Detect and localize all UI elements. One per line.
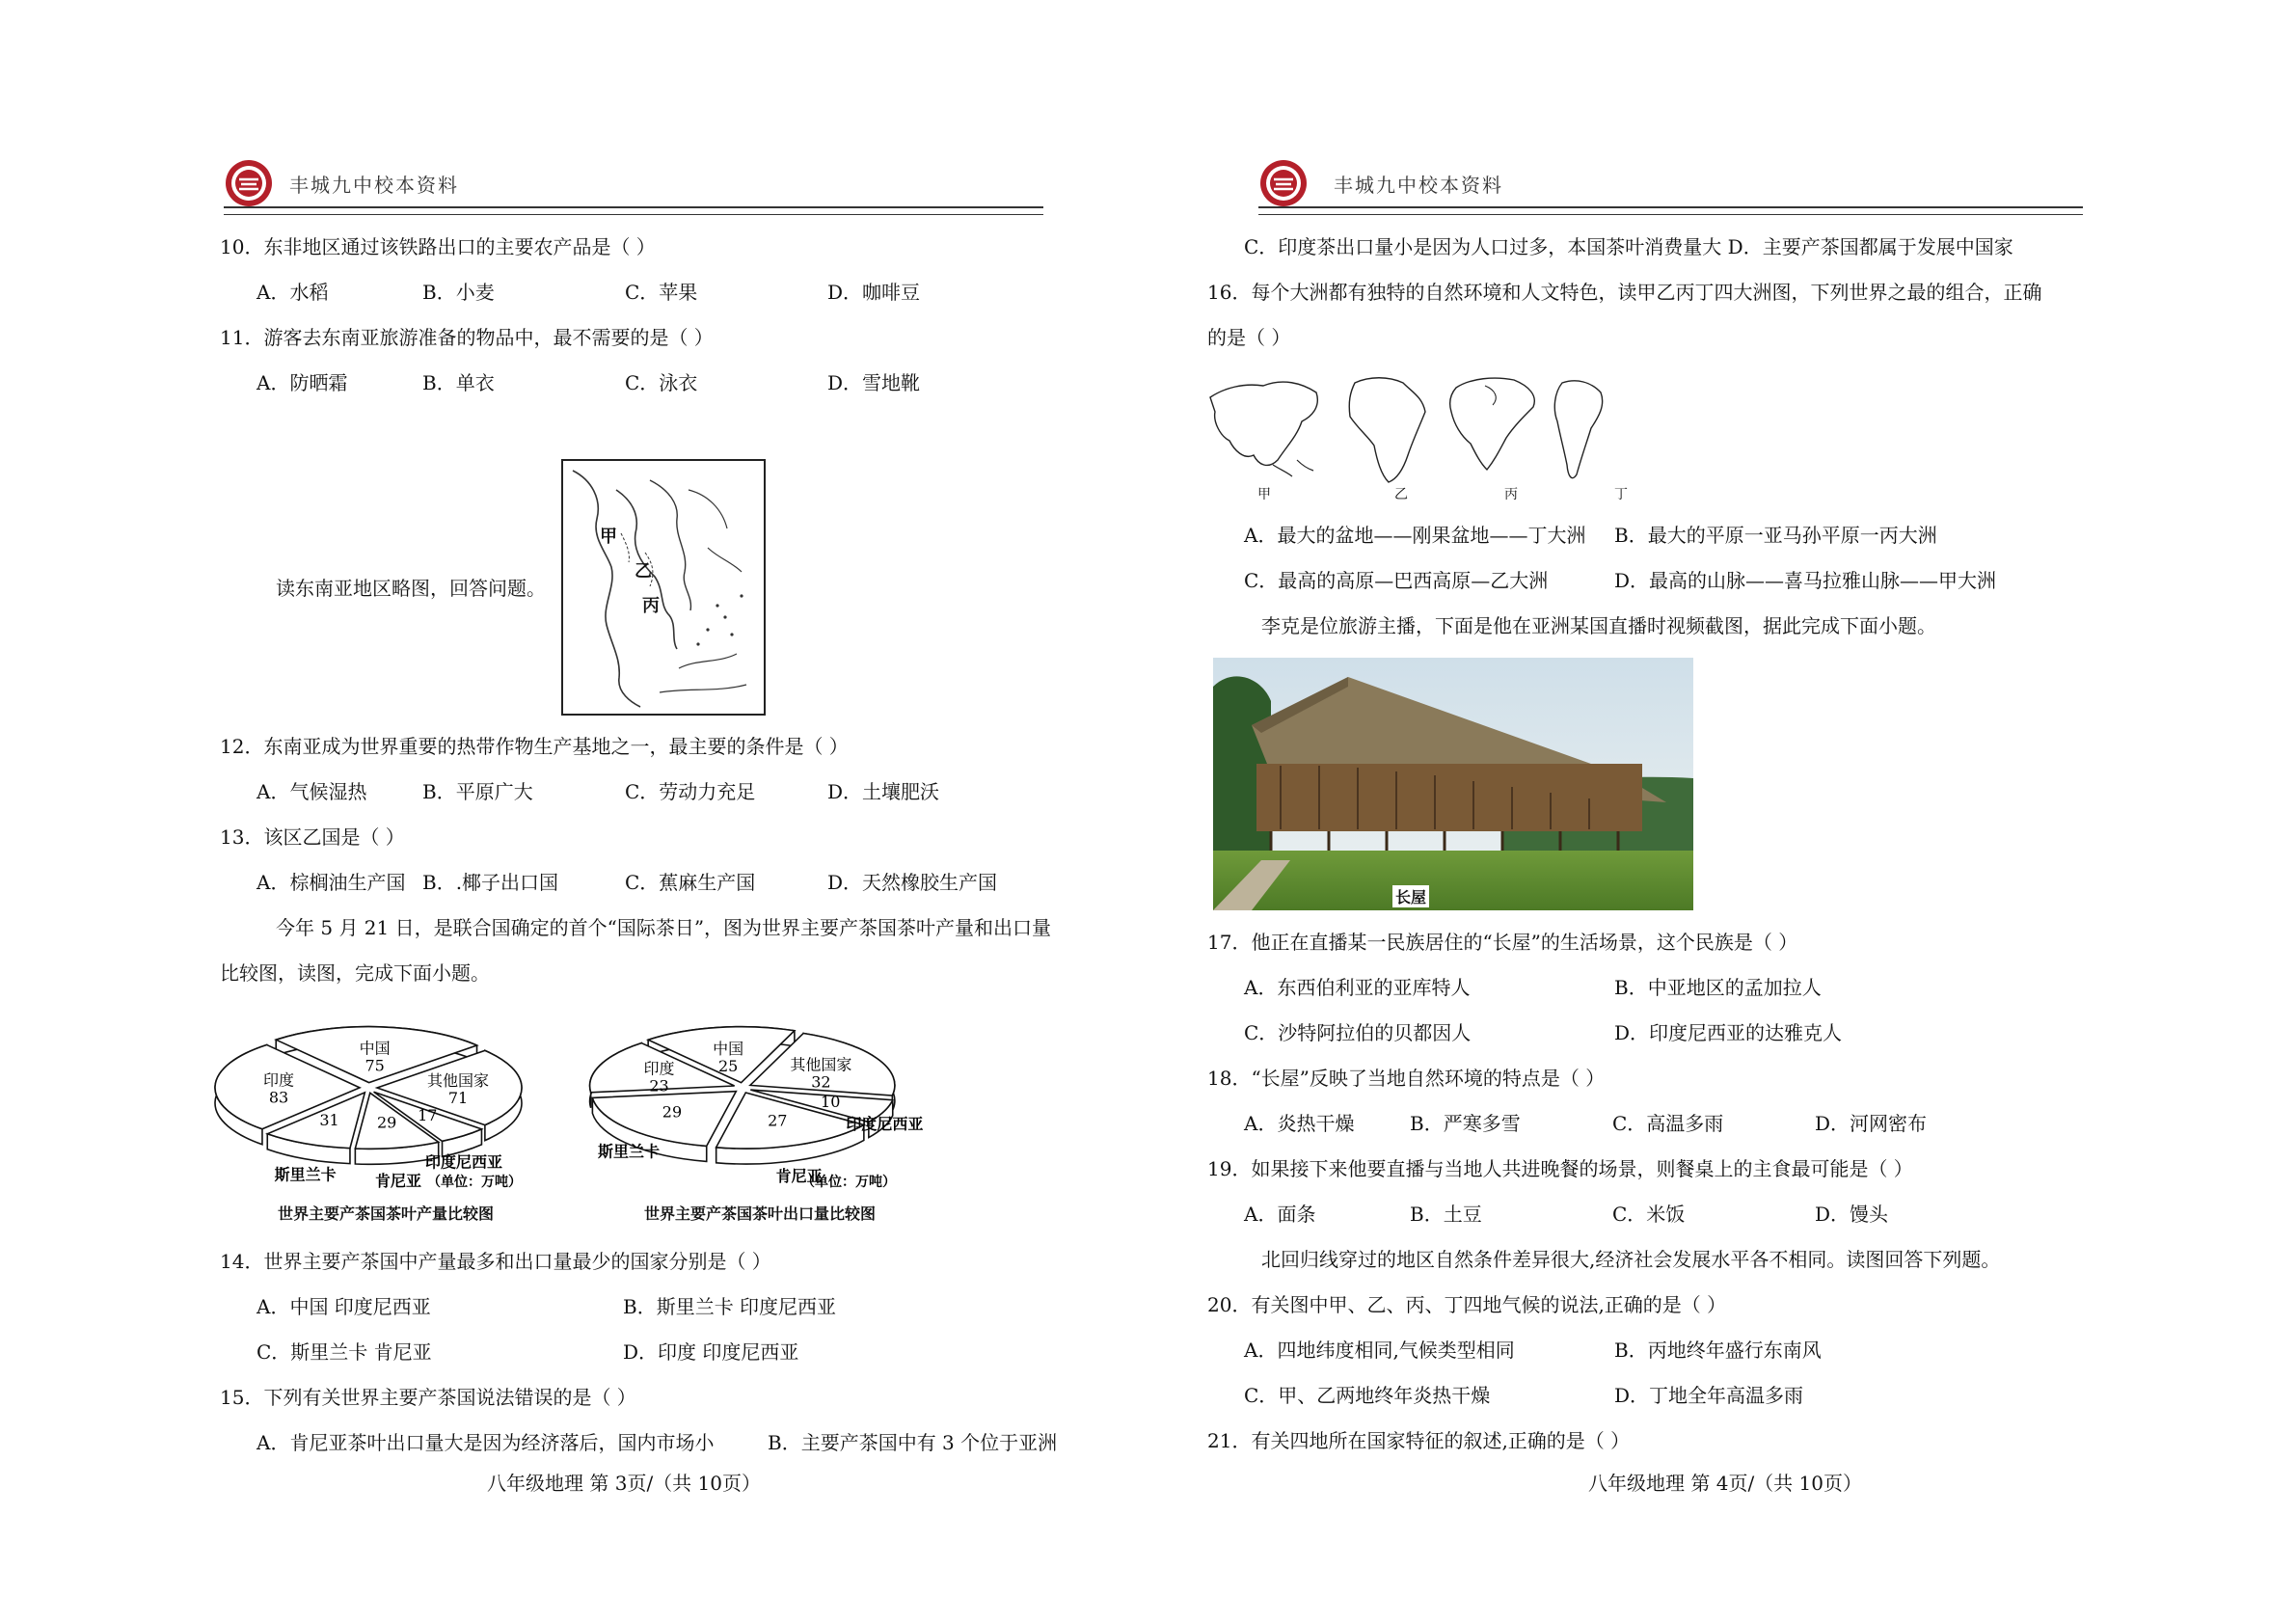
continent-label-bing: 丙 bbox=[1504, 487, 1518, 502]
q14-option-c: C．斯里兰卡 肯尼亚 bbox=[257, 1340, 432, 1364]
q19-stem: 19．如果接下来他要直播与当地人共进晚餐的场景，则餐桌上的主食最可能是（ ） bbox=[1207, 1157, 1913, 1180]
pie-value-1-3: 17 bbox=[418, 1106, 438, 1125]
q13-option-a: A．棕榈油生产国 bbox=[257, 871, 406, 894]
africa-outline-icon bbox=[1349, 378, 1425, 482]
q10-option-c: C．苹果 bbox=[625, 281, 698, 304]
q19-option-b: B．土豆 bbox=[1410, 1203, 1482, 1226]
north-america-outline-icon bbox=[1450, 378, 1535, 470]
q16-option-b: B．最大的平原一亚马孙平原一丙大洲 bbox=[1614, 524, 1937, 547]
southeast-asia-map bbox=[561, 459, 766, 716]
q20-option-c: C．甲、乙两地终年炎热干燥 bbox=[1244, 1384, 1491, 1407]
q20-option-d: D．丁地全年高温多雨 bbox=[1614, 1384, 1804, 1407]
left-page-footer: 八年级地理 第 3页/（共 10页） bbox=[487, 1472, 761, 1495]
q12-option-a: A．气候湿热 bbox=[257, 780, 367, 803]
map-label-yi: 乙 bbox=[635, 561, 652, 582]
pie-value-2-3: 10 bbox=[821, 1092, 841, 1111]
q10-option-d: D．咖啡豆 bbox=[827, 281, 921, 304]
continent-label-jia: 甲 bbox=[1257, 487, 1271, 502]
header-rule bbox=[224, 206, 1043, 208]
header-rule-thin bbox=[224, 214, 1043, 215]
header-school-name: 丰城九中校本资料 bbox=[1334, 174, 1503, 197]
pie-value-2-5: 29 bbox=[662, 1102, 683, 1122]
q17-option-d: D．印度尼西亚的达雅克人 bbox=[1614, 1021, 1843, 1044]
pie-label-2-5: 斯里兰卡 bbox=[597, 1142, 660, 1161]
q16-stem-line1: 16．每个大洲都有独特的自然环境和人文特色，读甲乙丙丁四大洲图，下列世界之最的组合，正确 bbox=[1207, 281, 2042, 304]
school-logo-icon bbox=[224, 158, 274, 208]
q17-stem: 17．他正在直播某一民族居住的“长屋”的生活场景，这个民族是（ ） bbox=[1207, 931, 1798, 954]
q13-option-c: C．蕉麻生产国 bbox=[625, 871, 756, 894]
q18-stem: 18．“长屋”反映了当地自然环境的特点是（ ） bbox=[1207, 1067, 1606, 1090]
pie-label-1-5: 斯里兰卡 bbox=[274, 1165, 337, 1184]
q17-option-b: B．中亚地区的孟加拉人 bbox=[1614, 976, 1822, 999]
map-outline-icon bbox=[563, 461, 764, 714]
q14-option-a: A．中国 印度尼西亚 bbox=[257, 1295, 431, 1318]
q10-option-a: A．水稻 bbox=[257, 281, 329, 304]
right-page-footer: 八年级地理 第 4页/（共 10页） bbox=[1588, 1472, 1862, 1495]
q20-option-b: B．丙地终年盛行东南风 bbox=[1614, 1339, 1822, 1362]
school-logo-icon bbox=[1258, 158, 1309, 208]
q12-option-d: D．土壤肥沃 bbox=[827, 780, 940, 803]
q21-stem: 21．有关四地所在国家特征的叙述,正确的是（ ） bbox=[1207, 1429, 1631, 1452]
q14-option-b: B．斯里兰卡 印度尼西亚 bbox=[623, 1295, 837, 1318]
pie-unit-1: （单位：万吨） bbox=[427, 1175, 522, 1190]
pie-value-2-2: 32 bbox=[811, 1072, 831, 1092]
q20-stem: 20．有关图中甲、乙、丙、丁四地气候的说法,正确的是（ ） bbox=[1207, 1293, 1727, 1316]
pie-label-1-1: 中国 bbox=[359, 1039, 391, 1058]
q11-option-d: D．雪地靴 bbox=[827, 371, 921, 394]
pie-label-1-2: 其他国家 bbox=[426, 1071, 490, 1090]
q13-stem: 13．该区乙国是（ ） bbox=[220, 825, 405, 849]
pie-chart-1 bbox=[215, 1027, 522, 1190]
q16-option-a: A．最大的盆地——刚果盆地——丁大洲 bbox=[1244, 524, 1586, 547]
q11-stem: 11．游客去东南亚旅游准备的物品中，最不需要的是（ ） bbox=[220, 326, 714, 349]
pie-label-2-2: 其他国家 bbox=[790, 1055, 852, 1074]
q20-option-a: A．四地纬度相同,气候类型相同 bbox=[1244, 1339, 1515, 1362]
pie-label-1-6: 印度 bbox=[263, 1070, 295, 1090]
q11-option-a: A．防晒霜 bbox=[257, 371, 348, 394]
tea-pie-charts bbox=[214, 1003, 966, 1205]
q15-option-a: A．肯尼亚茶叶出口量大是因为经济落后，国内市场小 bbox=[257, 1431, 715, 1454]
header-rule bbox=[1258, 206, 2083, 208]
q12-option-b: B．平原广大 bbox=[422, 780, 533, 803]
pie-value-2-6: 23 bbox=[649, 1076, 669, 1096]
map-label-bing: 丙 bbox=[642, 596, 660, 616]
q11-option-c: C．泳衣 bbox=[625, 371, 698, 394]
q16-stem-line2: 的是（ ） bbox=[1207, 326, 1291, 349]
pie-chart-2 bbox=[590, 1027, 924, 1190]
map-label-jia: 甲 bbox=[600, 527, 617, 547]
continent-label-yi: 乙 bbox=[1394, 487, 1408, 502]
continent-label-ding: 丁 bbox=[1614, 487, 1628, 502]
q15-option-cd: C．印度茶出口量小是因为人口过多，本国茶叶消费量大 D．主要产茶国都属于发展中国家 bbox=[1244, 235, 2013, 258]
continent-outlines bbox=[1205, 368, 1610, 494]
q15-option-b: B．主要产茶国中有 3 个位于亚洲 bbox=[768, 1431, 1058, 1454]
q16-option-c: C．最高的高原—巴西高原—乙大洲 bbox=[1244, 569, 1549, 592]
pie-value-2-1: 25 bbox=[717, 1056, 739, 1075]
pie-value-1-5: 31 bbox=[319, 1110, 339, 1129]
q14-option-d: D．印度 印度尼西亚 bbox=[623, 1340, 799, 1364]
right-page bbox=[1148, 0, 2295, 1623]
pie-value-1-2: 71 bbox=[447, 1089, 469, 1107]
q19-option-c: C．米饭 bbox=[1612, 1203, 1686, 1226]
pie-unit-2: （单位：万吨） bbox=[801, 1175, 896, 1190]
map-intro: 读东南亚地区略图，回答问题。 bbox=[276, 577, 546, 600]
q18-option-d: D．河网密布 bbox=[1815, 1112, 1928, 1135]
tropic-intro: 北回归线穿过的地区自然条件差异很大,经济社会发展水平各不相同。读图回答下列题。 bbox=[1261, 1248, 2001, 1271]
pie-value-1-6: 83 bbox=[268, 1088, 289, 1107]
asia-outline-icon bbox=[1210, 382, 1317, 465]
q10-stem: 10．东非地区通过该铁路出口的主要农产品是（ ） bbox=[220, 235, 656, 258]
q17-option-a: A．东西伯利亚的亚库特人 bbox=[1244, 976, 1471, 999]
q19-option-d: D．馒头 bbox=[1815, 1203, 1889, 1226]
pie-2-caption: 世界主要产茶国茶叶出口量比较图 bbox=[644, 1204, 877, 1223]
pie-label-2-3: 印度尼西亚 bbox=[846, 1114, 924, 1133]
longhouse-photo bbox=[1213, 658, 1693, 910]
q10-option-b: B．小麦 bbox=[422, 281, 495, 304]
pie-label-2-6: 印度 bbox=[643, 1059, 675, 1078]
pie-1-caption: 世界主要产茶国茶叶产量比较图 bbox=[278, 1204, 495, 1223]
q15-stem: 15．下列有关世界主要产茶国说法错误的是（ ） bbox=[220, 1386, 636, 1409]
q19-option-a: A．面条 bbox=[1244, 1203, 1316, 1226]
pie-value-1-1: 75 bbox=[365, 1056, 385, 1075]
q12-stem: 12．东南亚成为世界重要的热带作物生产基地之一，最主要的条件是（ ） bbox=[220, 735, 849, 758]
q18-option-c: C．高温多雨 bbox=[1612, 1112, 1724, 1135]
q11-option-b: B．单衣 bbox=[422, 371, 495, 394]
pie-label-1-4: 肯尼亚 bbox=[375, 1172, 422, 1191]
pie-value-2-4: 27 bbox=[768, 1111, 788, 1130]
pie-value-1-4: 29 bbox=[377, 1113, 397, 1132]
q14-stem: 14．世界主要产茶国中产量最多和出口量最少的国家分别是（ ） bbox=[220, 1250, 771, 1273]
tea-intro-line1: 今年 5 月 21 日，是联合国确定的首个“国际茶日”，图为世界主要产茶国茶叶产量和出口量 bbox=[276, 916, 1052, 939]
q12-option-c: C．劳动力充足 bbox=[625, 780, 756, 803]
q13-option-b: B．.椰子出口国 bbox=[422, 871, 559, 894]
q18-option-b: B．严寒多雪 bbox=[1410, 1112, 1521, 1135]
q16-option-d: D．最高的山脉——喜马拉雅山脉——甲大洲 bbox=[1614, 569, 1997, 592]
pie-label-1-3: 印度尼西亚 bbox=[425, 1152, 503, 1172]
live-intro: 李克是位旅游主播，下面是他在亚洲某国直播时视频截图，据此完成下面小题。 bbox=[1261, 614, 1936, 637]
pie-label-2-1: 中国 bbox=[713, 1039, 744, 1058]
pie-label-2-4: 肯尼亚 bbox=[775, 1167, 823, 1186]
photo-label: 长屋 bbox=[1392, 885, 1429, 907]
q17-option-c: C．沙特阿拉伯的贝都因人 bbox=[1244, 1021, 1472, 1044]
tea-intro-line2: 比较图，读图，完成下面小题。 bbox=[220, 961, 490, 985]
q13-option-d: D．天然橡胶生产国 bbox=[827, 871, 998, 894]
south-america-outline-icon bbox=[1554, 381, 1602, 478]
header-school-name: 丰城九中校本资料 bbox=[289, 174, 459, 197]
q18-option-a: A．炎热干燥 bbox=[1244, 1112, 1355, 1135]
header-rule-thin bbox=[1258, 214, 2083, 215]
